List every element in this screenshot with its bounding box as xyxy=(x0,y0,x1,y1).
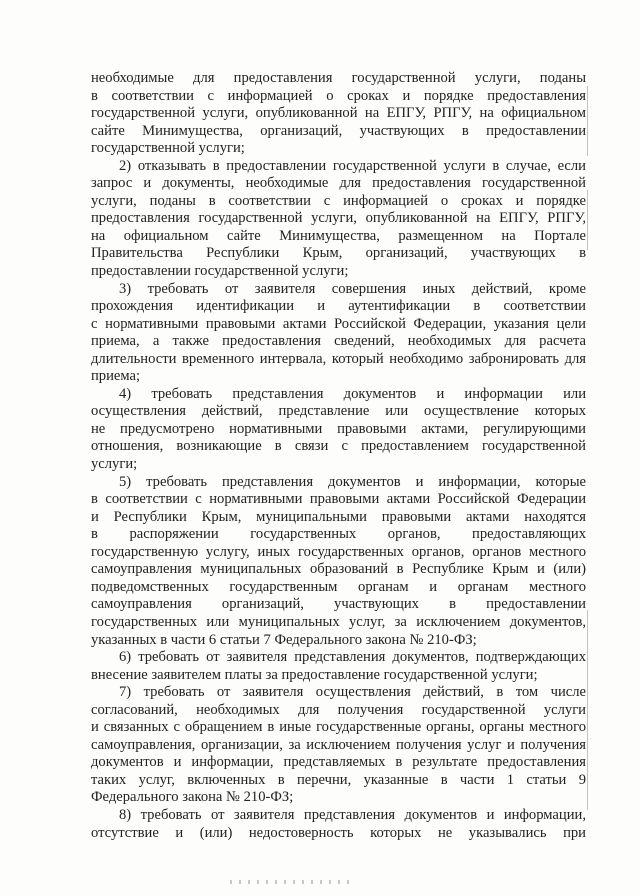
text-line: запрос и документы, необходимые для предоставления государственной xyxy=(91,175,586,192)
text-line: Федерального закона № 210-ФЗ; xyxy=(91,789,294,806)
text-line: документов и информации, представляемых в результате предоставления xyxy=(91,754,586,771)
text-line: на официальном сайте Минимущества, размещенном на Портале xyxy=(91,227,586,244)
text-line: прохождения идентификации и аутентификации в соответствии xyxy=(91,298,586,315)
text-line: осуществления действий, представление или осуществление которых xyxy=(91,403,586,420)
scan-edge-mark xyxy=(587,86,588,156)
text-line: государственной услуги, опубликованной на ЕПГУ, РПГУ, на официальном xyxy=(91,105,586,122)
scan-edge-mark xyxy=(587,190,588,250)
text-line: государственной услуги; xyxy=(91,140,245,157)
text-line: отсутствие и (или) недостоверность которых не указывались при xyxy=(91,824,586,841)
text-line: в соответствии с информацией о сроках и порядке предоставления xyxy=(91,87,586,104)
text-line: приема, а также предоставления сведений, необходимых для расчета xyxy=(91,333,586,350)
text-line: услуги, поданы в соответствии с информацией о сроках и порядке xyxy=(91,192,586,209)
text-line: 8) требовать от заявителя представления документов и информации, xyxy=(119,806,586,823)
scan-edge-mark xyxy=(587,610,588,810)
text-line: в распоряжении государственных органов, предоставляющих xyxy=(91,526,586,543)
text-line: государственных или муниципальных услуг, за исключением документов, xyxy=(91,613,586,630)
text-line: таких услуг, включенных в перечни, указанные в части 1 статьи 9 xyxy=(91,771,586,788)
text-line: указанных в части 6 статьи 7 Федерального закона № 210-ФЗ; xyxy=(91,631,477,648)
scan-smudge xyxy=(230,880,350,884)
text-line: и связанных с обращением в иные государственные органы, органы местного xyxy=(91,719,586,736)
text-line: длительности временного интервала, который необходимо забронировать для xyxy=(91,350,586,367)
text-line: самоуправления организаций, участвующих в предоставлении xyxy=(91,596,586,613)
text-line: внесение заявителем платы за предоставление государственной услуги; xyxy=(91,666,538,683)
text-line: не предусмотрено нормативными правовыми актами, регулирующими xyxy=(91,420,586,437)
text-line: подведомственных государственным органам и органам местного xyxy=(91,578,586,595)
text-line: 3) требовать от заявителя совершения иных действий, кроме xyxy=(119,280,586,297)
text-line: приема; xyxy=(91,368,141,385)
text-line: согласований, необходимых для получения государственной услуги xyxy=(91,701,586,718)
text-line: 6) требовать от заявителя представления документов, подтверждающих xyxy=(119,649,586,666)
text-line: в соответствии с нормативными правовыми актами Российской Федерации xyxy=(91,491,586,508)
text-line: государственную услугу, иных государственных органов, органов местного xyxy=(91,543,586,560)
text-line: 2) отказывать в предоставлении государственной услуги в случае, если xyxy=(119,157,586,174)
document-body xyxy=(91,70,586,842)
text-line: 5) требовать представления документов и информации, которые xyxy=(119,473,586,490)
text-line: самоуправления муниципальных образований в Республике Крым и (или) xyxy=(91,561,586,578)
text-line: самоуправления, организации, за исключением получения услуг и получения xyxy=(91,736,586,753)
text-line: отношения, возникающие в связи с предоставлением государственной xyxy=(91,438,586,455)
text-line: 4) требовать представления документов и информации или xyxy=(119,385,586,402)
text-line: необходимые для предоставления государственной услуги, поданы xyxy=(91,70,586,86)
text-line: предоставления государственной услуги, опубликованной на ЕПГУ, РПГУ, xyxy=(91,210,586,227)
text-line: с нормативными правовыми актами Российской Федерации, указания цели xyxy=(91,315,586,332)
text-line: сайте Минимущества, организаций, участвующих в предоставлении xyxy=(91,122,586,139)
text-line: услуги; xyxy=(91,456,138,473)
text-line: предоставлении государственной услуги; xyxy=(91,263,349,280)
text-line: и Республики Крым, муниципальными правовыми актами находятся xyxy=(91,508,586,525)
text-line: Правительства Республики Крым, организаций, участвующих в xyxy=(91,245,586,262)
text-line: 7) требовать от заявителя осуществления действий, в том числе xyxy=(119,684,586,701)
